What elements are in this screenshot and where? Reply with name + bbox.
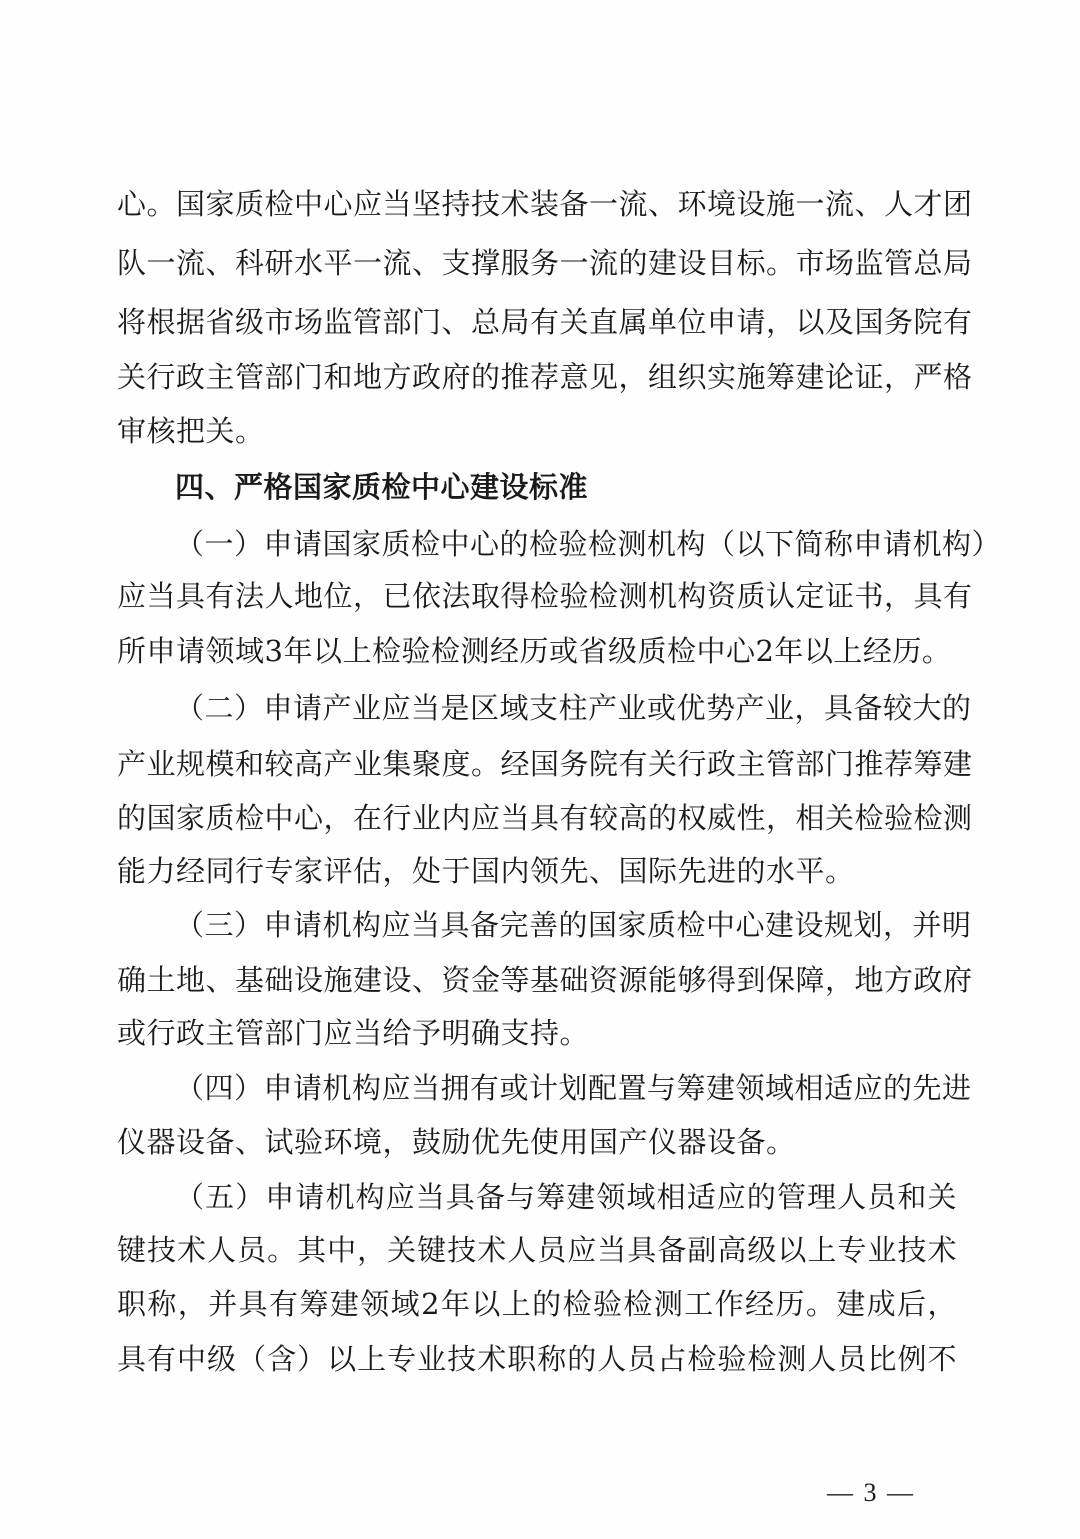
text-line: （二）申请产业应当是区域支柱产业或优势产业，具备较大的 xyxy=(175,691,972,725)
text-line: 能力经同行专家评估，处于国内领先、国际先进的水平。 xyxy=(117,854,855,888)
text-line: （一）申请国家质检中心的检验检测机构（以下简称申请机构） xyxy=(175,527,1002,561)
text-line: （四）申请机构应当拥有或计划配置与筹建领域相适应的先进 xyxy=(175,1071,972,1105)
text-line: 关行政主管部门和地方政府的推荐意见，组织实施筹建论证，严格 xyxy=(117,360,973,394)
text-line: （五）申请机构应当具备与筹建领域相适应的管理人员和关 xyxy=(175,1180,957,1214)
text-line: 应当具有法人地位，已依法取得检验检测机构资质认定证书，具有 xyxy=(117,579,973,613)
text-line: 职称，并具有筹建领域2年以上的检验检测工作经历。建成后， xyxy=(117,1287,957,1321)
text-line: 仪器设备、试验环境，鼓励优先使用国产仪器设备。 xyxy=(117,1125,796,1159)
text-line: 产业规模和较高产业集聚度。经国务院有关行政主管部门推荐筹建 xyxy=(117,747,973,781)
section-heading: 四、严格国家质检中心建设标准 xyxy=(175,470,589,504)
text-line: 队一流、科研水平一流、支撑服务一流的建设目标。市场监管总局 xyxy=(117,246,973,280)
text-line: 将根据省级市场监管部门、总局有关直属单位申请，以及国务院有 xyxy=(117,305,973,339)
page-number: — 3 — xyxy=(827,1478,915,1507)
text-line: 键技术人员。其中，关键技术人员应当具备副高级以上专业技术 xyxy=(117,1233,957,1267)
text-line: 具有中级（含）以上专业技术职称的人员占检验检测人员比例不 xyxy=(117,1342,957,1376)
text-line: 心。国家质检中心应当坚持技术装备一流、环境设施一流、人才团 xyxy=(117,187,973,221)
text-line: （三）申请机构应当具备完善的国家质检中心建设规划，并明 xyxy=(175,908,972,942)
text-line: 所申请领域3年以上检验检测经历或省级质检中心2年以上经历。 xyxy=(117,634,952,668)
text-line: 审核把关。 xyxy=(117,414,265,448)
text-line: 确土地、基础设施建设、资金等基础资源能够得到保障，地方政府 xyxy=(117,963,973,997)
text-line: 或行政主管部门应当给予明确支持。 xyxy=(117,1016,590,1050)
text-line: 的国家质检中心，在行业内应当具有较高的权威性，相关检验检测 xyxy=(117,801,973,835)
